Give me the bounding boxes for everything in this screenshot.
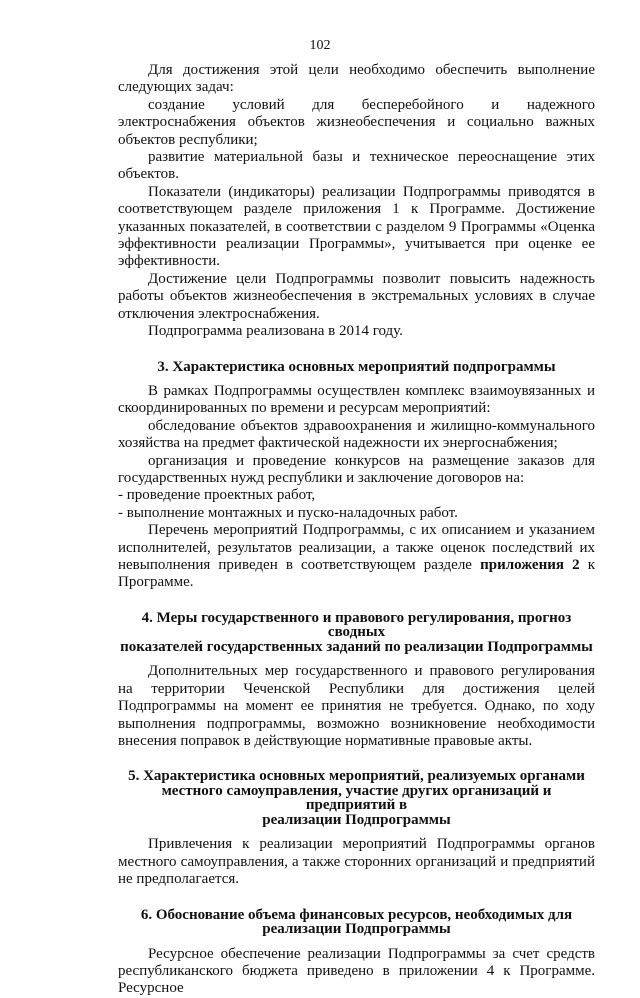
paragraph: развитие материальной базы и техническое переоснащение этих объектов.	[118, 149, 595, 183]
paragraph: Для достижения этой цели необходимо обеспечить выполнение следующих задач:	[118, 62, 595, 96]
section-4-heading	[118, 611, 595, 655]
list-item: - проведение проектных работ,	[118, 487, 316, 504]
paragraph	[118, 522, 595, 592]
section-3-heading: 3. Характеристика основных мероприятий подпрограммы	[157, 358, 556, 375]
paragraph: В рамках Подпрограммы осуществлен комплекс взаимоувязанных и скоординированных по времени и ресурсам мероприятий:	[118, 383, 595, 417]
appendix-reference: приложения 2	[480, 557, 580, 574]
document-body	[118, 62, 595, 998]
paragraph: создание условий для бесперебойного и надежного электроснабжения объектов жизнеобеспечения и социально важных объектов республики;	[118, 96, 595, 148]
paragraph: Подпрограмма реализована в 2014 году.	[148, 323, 403, 340]
paragraph: Привлечения к реализации мероприятий Подпрограммы органов местного самоуправления, а также сторонних организаций и предприятий не предполагается.	[118, 836, 595, 888]
page-number: 102	[309, 38, 331, 53]
paragraph: Ресурсное обеспечение реализации Подпрограммы за счет средств республиканского бюджета приведено в приложении 4 к Программе. Ресурсное	[118, 945, 595, 997]
heading-line: реализации Подпрограммы	[262, 921, 451, 938]
heading-line: местного самоуправления, участие других организаций и предприятий в	[161, 782, 552, 814]
section-6-heading	[118, 908, 595, 937]
paragraph-text-end: к Программе.	[118, 557, 595, 591]
heading-line: показателей государственных заданий по реализации Подпрограммы	[120, 638, 593, 655]
paragraph: обследование объектов здравоохранения и жилищно-коммунального хозяйства на предмет фактической надежности их энергоснабжения;	[118, 417, 595, 452]
list-item: - выполнение монтажных и пуско-наладочных работ.	[118, 504, 458, 521]
heading-line: реализации Подпрограммы	[262, 811, 451, 828]
heading-line: 6. Обоснование объема финансовых ресурсов, необходимых для	[140, 906, 573, 923]
paragraph: Достижение цели Подпрограммы позволит повысить надежность работы объектов жизнеобеспечения в экстремальных условиях в случае отключения электроснабжения.	[118, 270, 595, 322]
paragraph-text: Перечень мероприятий Подпрограммы, с их описанием и указанием исполнителей, результатов реализации, а также оценок последствий их невыполнения приведен в соответствующем разделе	[118, 522, 595, 574]
paragraph: организация и проведение конкурсов на размещение заказов для государственных нужд республики и заключение договоров на:	[118, 452, 595, 487]
heading-line: 4. Меры государственного и правового регулирования, прогноз сводных	[141, 609, 572, 641]
section-5-heading	[118, 769, 595, 827]
paragraph: Показатели (индикаторы) реализации Подпрограммы приводятся в соответствующем разделе приложения 1 к Программе. Достижение указанных показателей, в соответствии с разделом 9 Программы «Оценка эффективности реализации Программы», учитывается при оценке ее эффективности.	[118, 183, 595, 270]
paragraph: Дополнительных мер государственного и правового регулирования на территории Чеченской Республики для достижения целей Подпрограммы на момент ее принятия не требуется. Однако, по ходу выполнения подпрограммы, возможно возникновение необходимости внесения поправок в действующие нормативные правовые акты.	[118, 663, 595, 749]
heading-line: 5. Характеристика основных мероприятий, реализуемых органами	[128, 768, 585, 785]
